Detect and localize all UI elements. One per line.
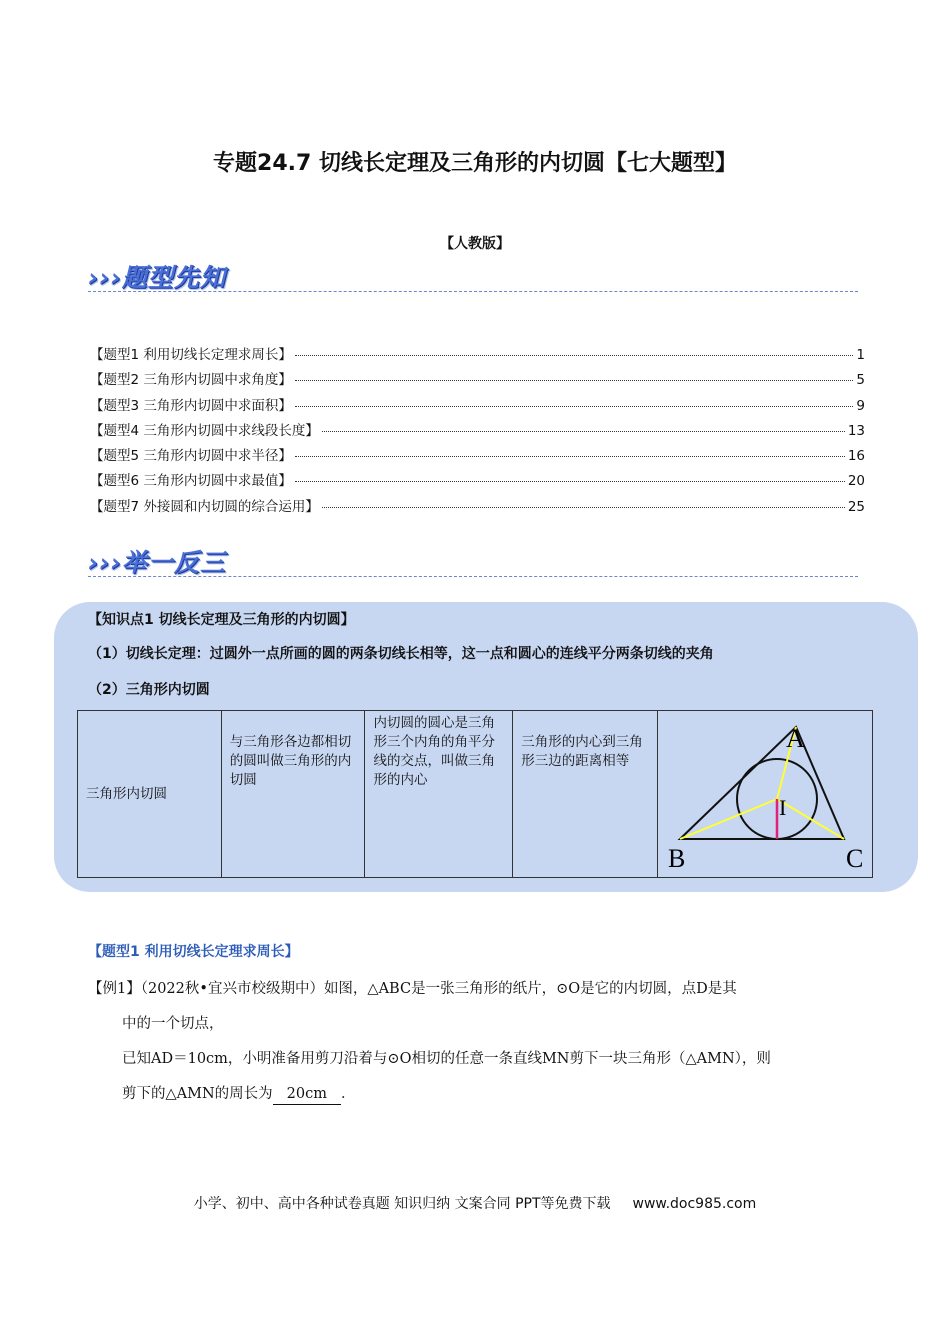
banner-text: ›››举一反三 — [88, 548, 226, 577]
banner-divider — [88, 576, 858, 577]
toc-item[interactable]: 【题型2 三角形内切圆中求角度】 5 — [90, 372, 865, 389]
example-line: 已知AD＝10cm，小明准备用剪刀沿着与⊙O相切的任意一条直线MN剪下一块三角形（△AMN），则 — [122, 1051, 771, 1067]
toc-item[interactable]: 【题型6 三角形内切圆中求最值】 20 — [90, 473, 865, 490]
footer-text: 小学、初中、高中各种试卷真题 知识归纳 文案合同 PPT等免费下载 — [193, 1196, 611, 1212]
knowledge-item-tangent-length: （1）切线长定理：过圆外一点所画的圆的两条切线长相等，这一点和圆心的连线平分两条切线的夹角 — [88, 646, 714, 662]
label-b: B — [668, 844, 686, 873]
section-title: 【题型1 利用切线长定理求周长】 — [88, 944, 299, 960]
toc-item[interactable]: 【题型4 三角形内切圆中求线段长度】 13 — [90, 422, 865, 439]
answer-blank: 20cm — [273, 1084, 341, 1105]
table-cell-definition: 与三角形各边都相切的圆叫做三角形的内切圆 — [221, 711, 365, 878]
table-cell-incenter: 内切圆的圆心是三角形三个内角的角平分线的交点，叫做三角形的内心 — [365, 711, 513, 878]
knowledge-heading: 【知识点1 切线长定理及三角形的内切圆】 — [88, 612, 355, 628]
banner-divider — [88, 291, 858, 292]
example-label: 【例1】 — [88, 981, 141, 997]
example-1 — [88, 972, 868, 1112]
example-line: 剪下的△AMN的周长为 20cm ． — [88, 1077, 868, 1112]
table-cell-term: 三角形内切圆 — [78, 711, 222, 878]
toc-item[interactable]: 【题型3 三角形内切圆中求面积】 9 — [90, 397, 865, 414]
knowledge-item-incircle: （2）三角形内切圆 — [88, 682, 210, 698]
bisector-b — [680, 799, 777, 839]
example-line: 【例1】（2022秋•宜兴市校级期中）如图，△ABC是一张三角形的纸片，⊙O是它的内切圆，点D是其 — [88, 981, 737, 997]
table-cell-figure — [658, 711, 873, 878]
table-of-contents — [90, 343, 865, 520]
incircle-table — [77, 710, 873, 878]
label-a: A — [786, 724, 805, 753]
footer-link[interactable]: www.doc985.com — [632, 1196, 757, 1212]
table-cell-property: 三角形的内心到三角形三边的距离相等 — [513, 711, 658, 878]
label-c: C — [846, 844, 864, 873]
banner-text: ›››题型先知 — [88, 263, 226, 292]
bisector-c — [777, 799, 844, 839]
edition-label: 【人教版】 — [440, 236, 510, 252]
toc-item[interactable]: 【题型1 利用切线长定理求周长】 1 — [90, 347, 865, 363]
page-title: 专题24.7 切线长定理及三角形的内切圆【七大题型】 — [213, 151, 737, 176]
toc-item[interactable]: 【题型5 三角形内切圆中求半径】 16 — [90, 448, 865, 465]
footer — [0, 1193, 950, 1213]
example-line: 中的一个切点， — [122, 1016, 224, 1032]
triangle-abc — [680, 727, 844, 839]
incircle-figure — [658, 711, 872, 877]
toc-item[interactable]: 【题型7 外接圆和内切圆的综合运用】 25 — [90, 498, 865, 515]
label-i: I — [779, 795, 787, 820]
